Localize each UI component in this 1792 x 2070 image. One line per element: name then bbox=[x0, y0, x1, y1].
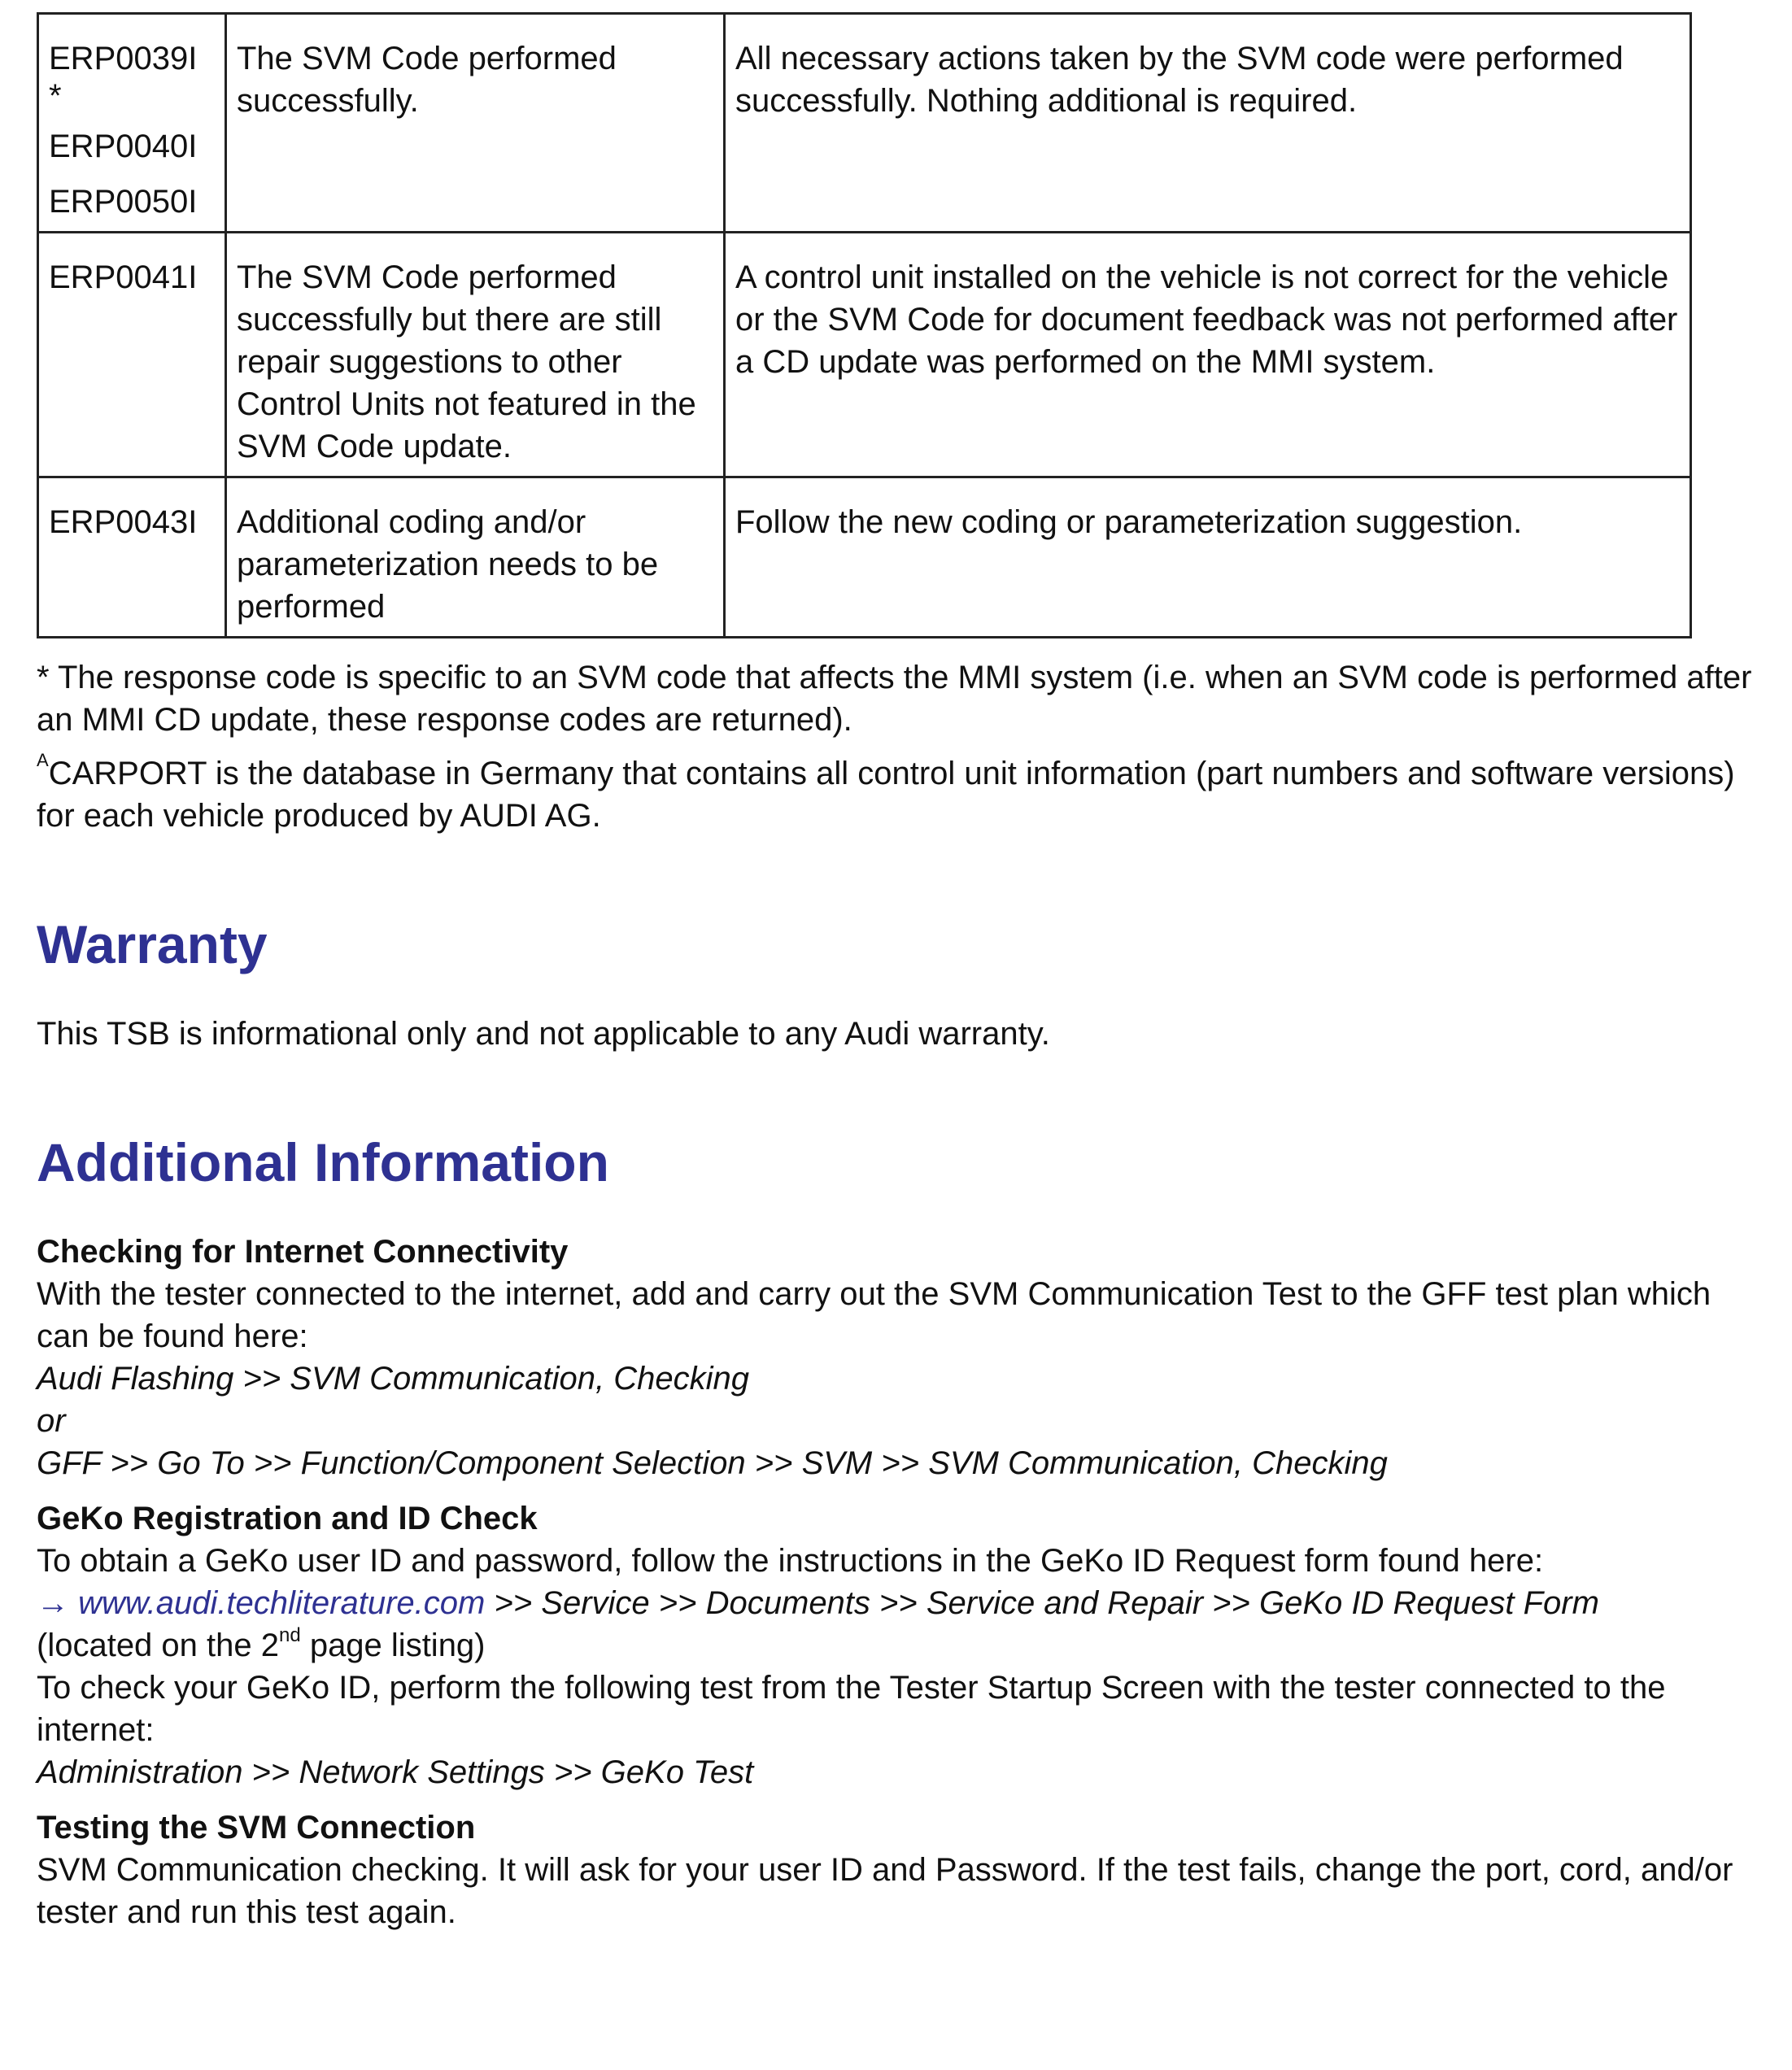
located-text: (located on the 2 bbox=[37, 1628, 279, 1663]
response-code: ERP0050I bbox=[49, 184, 198, 220]
code-cell bbox=[38, 477, 226, 638]
response-code: ERP0039I bbox=[49, 41, 198, 76]
description-cell: The SVM Code performed successfully but there are still repair suggestions to other Control Units not featured in the SVM Code update. bbox=[226, 233, 725, 477]
geko-heading: GeKo Registration and ID Check bbox=[37, 1501, 538, 1536]
connectivity-or: or bbox=[37, 1403, 66, 1439]
geko-check-text: To check your GeKo ID, perform the following test from the Tester Startup Screen with the tester connected to the internet: bbox=[37, 1670, 1666, 1748]
footnote-marker: A bbox=[37, 750, 49, 770]
code-cell bbox=[38, 14, 226, 233]
warranty-heading: Warranty bbox=[37, 914, 268, 974]
carport-footnote-text: CARPORT is the database in Germany that contains all control unit information (part numbers and software versions) for each vehicle produced by AUDI AG. bbox=[37, 756, 1735, 834]
response-code: ERP0043I bbox=[49, 504, 198, 540]
geko-text: To obtain a GeKo user ID and password, follow the instructions in the GeKo ID Request form found here: bbox=[37, 1543, 1544, 1579]
table-row bbox=[38, 14, 1691, 233]
response-code: ERP0040I bbox=[49, 129, 198, 164]
connectivity-path-audi-flashing: Audi Flashing >> SVM Communication, Checking bbox=[37, 1361, 749, 1397]
geko-request-form-path bbox=[37, 1582, 1769, 1667]
table-row bbox=[38, 233, 1691, 477]
response-code: ERP0041I bbox=[49, 259, 198, 295]
svm-connection-text: SVM Communication checking. It will ask for your user ID and Password. If the test fails, change the port, cord, and/or tester and run this test again. bbox=[37, 1852, 1733, 1930]
code-cell bbox=[38, 233, 226, 477]
table-row bbox=[38, 477, 1691, 638]
asterisk-footnote: * The response code is specific to an SVM code that affects the MMI system (i.e. when an SVM code is performed after an MMI CD update, these response codes are returned). bbox=[37, 660, 1752, 738]
svm-connection-heading: Testing the SVM Connection bbox=[37, 1810, 476, 1846]
description-cell: The SVM Code performed successfully. bbox=[226, 14, 725, 233]
connectivity-path-gff: GFF >> Go To >> Function/Component Selection >> SVM >> SVM Communication, Checking bbox=[37, 1445, 1388, 1481]
ordinal-suffix: nd bbox=[279, 1624, 301, 1646]
arrow-icon: → bbox=[37, 1585, 79, 1621]
geko-form-path: >> Service >> Documents >> Service and Repair >> GeKo ID Request Form bbox=[485, 1585, 1599, 1621]
additional-information-heading: Additional Information bbox=[37, 1132, 609, 1192]
action-cell: All necessary actions taken by the SVM code were performed successfully. Nothing additional is required. bbox=[725, 14, 1691, 233]
action-cell: A control unit installed on the vehicle is not correct for the vehicle or the SVM Code for document feedback was not performed after a CD update was performed on the MMI system. bbox=[725, 233, 1691, 477]
carport-footnote bbox=[37, 752, 1769, 837]
action-cell: Follow the new coding or parameterization suggestion. bbox=[725, 477, 1691, 638]
connectivity-heading: Checking for Internet Connectivity bbox=[37, 1234, 569, 1270]
description-cell: Additional coding and/or parameterization needs to be performed bbox=[226, 477, 725, 638]
located-text-end: page listing) bbox=[300, 1628, 486, 1663]
asterisk-marker: * bbox=[49, 78, 62, 114]
techliterature-link[interactable]: www.audi.techliterature.com bbox=[78, 1585, 486, 1621]
geko-check-path: Administration >> Network Settings >> GeKo Test bbox=[37, 1754, 754, 1790]
response-code-table bbox=[37, 12, 1692, 638]
warranty-text: This TSB is informational only and not applicable to any Audi warranty. bbox=[37, 1016, 1050, 1052]
connectivity-text: With the tester connected to the internet, add and carry out the SVM Communication Test to the GFF test plan which can be found here: bbox=[37, 1276, 1711, 1354]
document-page bbox=[37, 12, 1769, 1933]
